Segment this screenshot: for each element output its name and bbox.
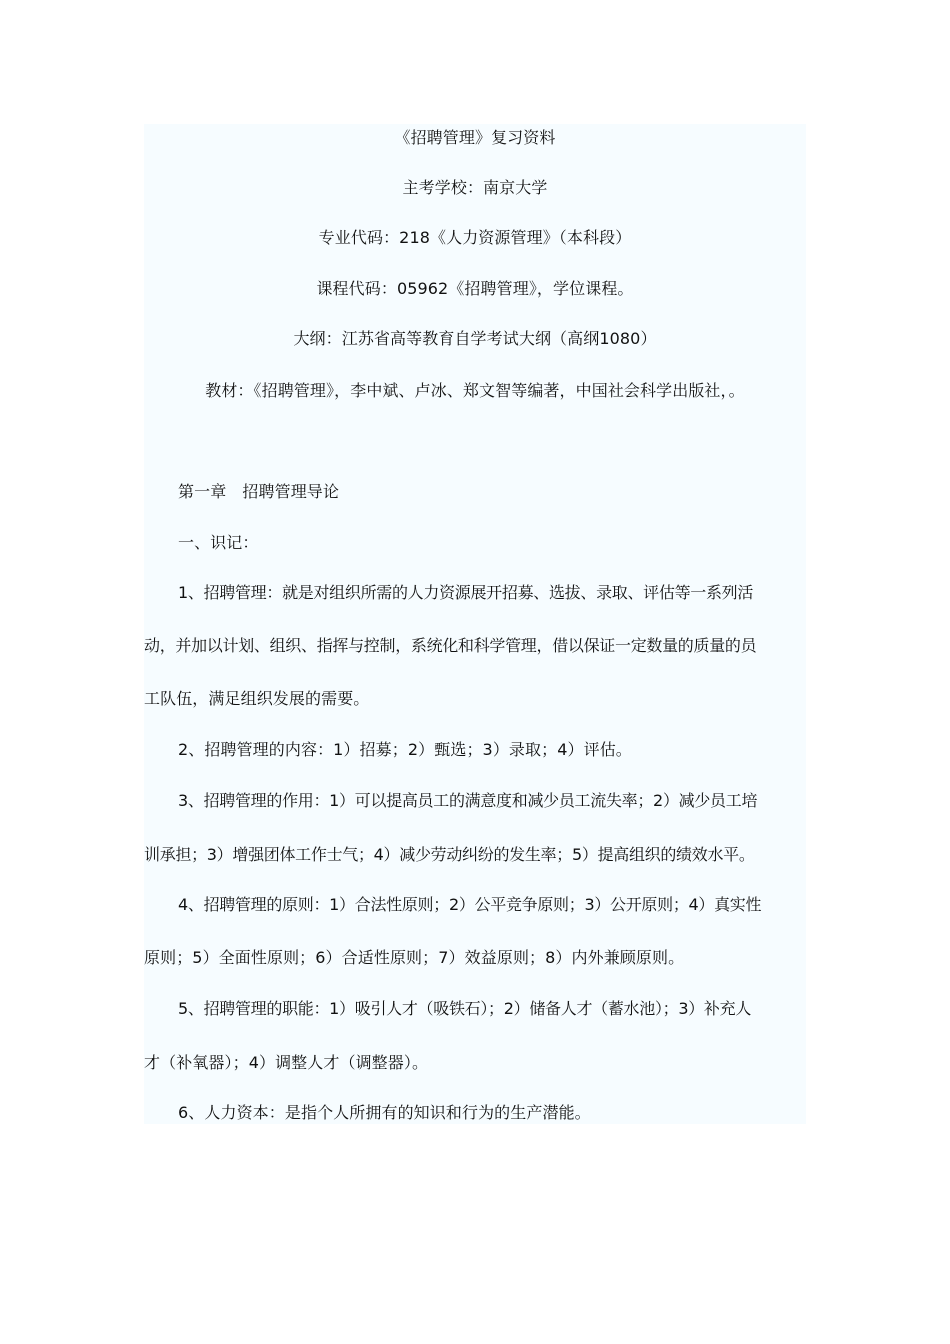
major-line: 专业代码：218《人力资源管理》（本科段） [318, 228, 632, 247]
item-4-line-1: 4、招聘管理的原则：1）合法性原则；2）公平竞争原则；3）公开原则；4）真实性 [178, 895, 762, 914]
item-2-line-1: 2、招聘管理的内容：1）招募；2）甄选；3）录取；4）评估。 [178, 740, 632, 759]
item-4-line-2: 原则；5）全面性原则；6）合适性原则；7）效益原则；8）内外兼顾原则。 [144, 948, 685, 967]
item-1-line-1: 1、招聘管理：就是对组织所需的人力资源展开招募、选拔、录取、评估等一系列活 [178, 583, 754, 602]
item-1-line-2: 动，并加以计划、组织、指挥与控制，系统化和科学管理，借以保证一定数量的质量的员 [144, 636, 757, 655]
content-highlight-block [144, 124, 806, 1124]
item-1-line-3: 工队伍，满足组织发展的需要。 [144, 689, 370, 708]
course-line: 课程代码：05962《招聘管理》，学位课程。 [316, 279, 634, 298]
item-5-line-2: 才（补氧器）；4）调整人才（调整器）。 [144, 1053, 429, 1072]
school-line: 主考学校：南京大学 [402, 178, 548, 197]
chapter-title: 第一章 招聘管理导论 [178, 482, 340, 501]
item-3-line-1: 3、招聘管理的作用：1）可以提高员工的满意度和减少员工流失率；2）减少员工培 [178, 791, 758, 810]
item-3-line-2: 训承担；3）增强团体工作士气；4）减少劳动纠纷的发生率；5）提高组织的绩效水平。 [144, 845, 755, 864]
section-heading: 一、识记： [178, 533, 259, 552]
item-6-line-1: 6、人力资本：是指个人所拥有的知识和行为的生产潜能。 [178, 1103, 591, 1122]
item-5-line-1: 5、招聘管理的职能：1）吸引人才（吸铁石）；2）储备人才（蓄水池）；3）补充人 [178, 999, 752, 1018]
textbook-line: 教材：《招聘管理》，李中斌、卢冰、郑文智等编著，中国社会科学出版社，。 [205, 381, 745, 400]
syllabus-line: 大纲：江苏省高等教育自学考试大纲（高纲1080） [293, 329, 657, 348]
document-title: 《招聘管理》复习资料 [394, 128, 556, 147]
